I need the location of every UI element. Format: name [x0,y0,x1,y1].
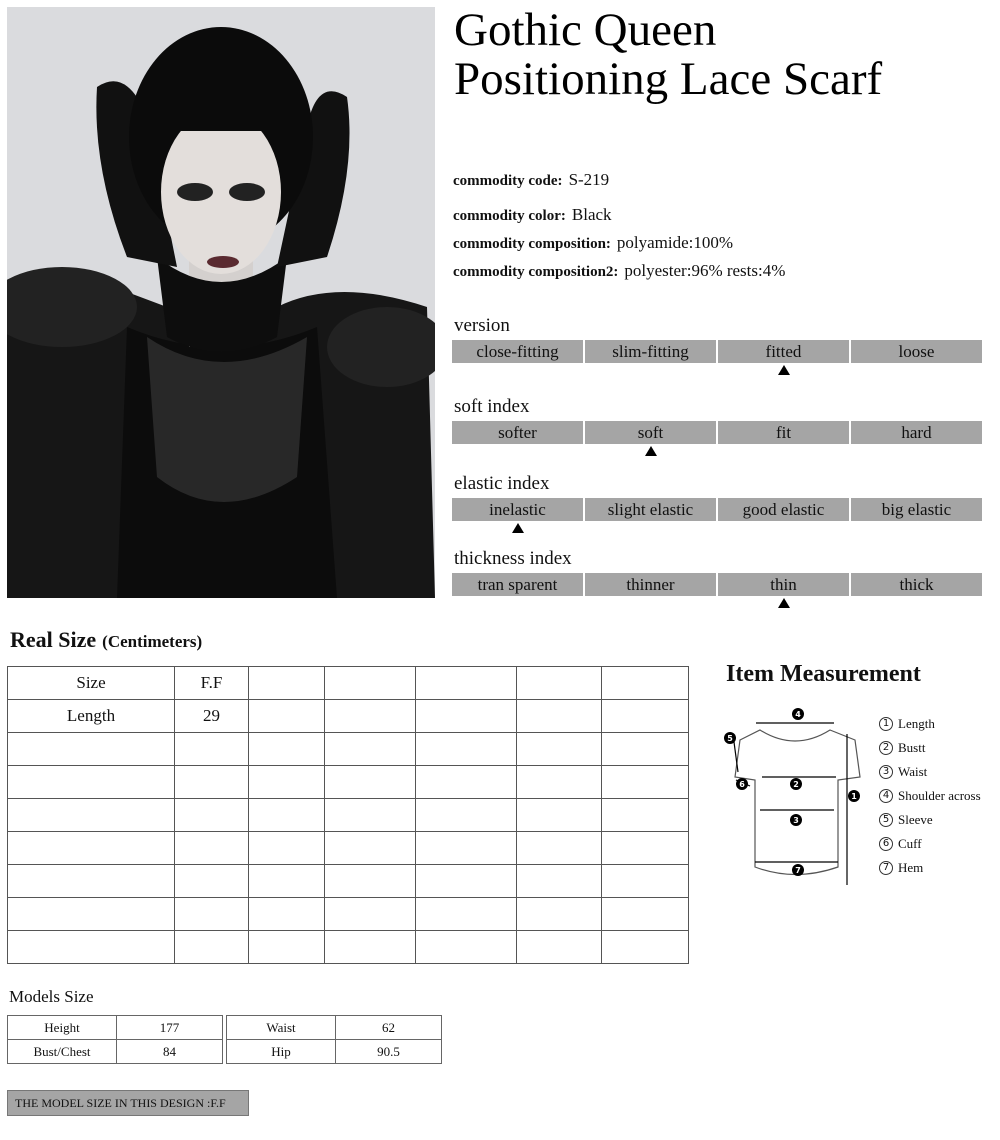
size-cell [8,865,175,898]
version-title: version [454,315,510,336]
size-cell [602,832,689,865]
elastic-option [585,498,716,521]
legend-label: Length [898,716,935,731]
elastic-option [851,498,982,521]
product-title [454,6,994,104]
commodity-color [453,205,612,225]
size-cell [517,898,602,931]
selected-marker-icon [778,598,790,608]
legend-item [879,736,981,760]
size-cell [249,898,325,931]
size-cell [175,931,249,964]
legend-number: 4 [879,789,893,803]
size-cell [517,700,602,733]
version-option [585,340,716,363]
size-cell [8,733,175,766]
size-cell [249,667,325,700]
table-row [8,1040,223,1064]
model-measure-value: 177 [117,1016,223,1040]
diagram-num-4: 4 [795,710,801,719]
option-label: thin [770,575,797,594]
real-size-heading [10,627,202,653]
size-cell [249,766,325,799]
option-label: good elastic [742,500,825,519]
size-cell [8,931,175,964]
option-label: inelastic [489,500,546,519]
info-label: commodity color: [453,208,566,224]
table-row [8,700,689,733]
size-cell [416,799,517,832]
option-label: big elastic [881,500,952,519]
soft-option [718,421,849,444]
model-measure-label: Height [8,1016,117,1040]
model-measure-value: 62 [336,1016,442,1040]
real-size-unit: (Centimeters) [102,632,203,651]
table-row [8,667,689,700]
legend-item [879,784,981,808]
real-size-table [7,666,689,964]
size-cell [325,700,416,733]
product-photo [7,7,435,598]
commodity-composition2 [453,261,785,281]
legend-label: Hem [898,860,924,875]
size-cell: Length [8,700,175,733]
size-cell [325,898,416,931]
version-option [718,340,849,363]
version-option [452,340,583,363]
size-cell [249,733,325,766]
selected-marker-icon [645,446,657,456]
legend-label: Shoulder across [898,788,981,803]
elastic-index-scale [452,498,984,521]
size-cell [517,931,602,964]
size-cell [325,733,416,766]
table-row [227,1016,442,1040]
size-cell [602,931,689,964]
option-label: thick [899,575,934,594]
commodity-composition [453,233,733,253]
selected-marker-icon [778,365,790,375]
size-cell: F.F [175,667,249,700]
size-cell [416,832,517,865]
size-cell [175,898,249,931]
option-label: thinner [626,575,675,594]
table-row [8,832,689,865]
size-cell [416,667,517,700]
soft-option [851,421,982,444]
size-cell [249,799,325,832]
table-row [8,1016,223,1040]
size-cell [517,799,602,832]
thickness-option [718,573,849,596]
diagram-num-1: 1 [851,792,857,801]
size-cell [416,700,517,733]
garment-diagram [720,702,870,892]
size-cell: Size [8,667,175,700]
size-cell [8,832,175,865]
size-cell [416,766,517,799]
size-cell [175,832,249,865]
legend-number: 1 [879,717,893,731]
legend-number: 7 [879,861,893,875]
option-label: fit [775,423,792,442]
option-label: soft [637,423,664,442]
soft-index-title: soft index [454,396,530,417]
size-cell [602,766,689,799]
legend-number: 3 [879,765,893,779]
legend-number: 6 [879,837,893,851]
thickness-option [851,573,982,596]
info-label: commodity composition2: [453,264,619,280]
table-row [8,799,689,832]
size-cell [175,865,249,898]
size-cell [416,898,517,931]
size-cell [602,865,689,898]
info-label: commodity code: [453,173,563,189]
size-cell [602,733,689,766]
size-cell: 29 [175,700,249,733]
info-value: polyamide:100% [616,233,734,252]
size-cell [249,832,325,865]
option-label: close-fitting [476,342,559,361]
version-scale [452,340,984,363]
model-measure-label: Hip [227,1040,336,1064]
option-label: tran sparent [477,575,558,594]
size-cell [517,667,602,700]
table-row [227,1040,442,1064]
table-row [8,931,689,964]
models-size-table-right [226,1015,442,1064]
real-size-title: Real Size [10,627,97,652]
legend-label: Cuff [898,836,922,851]
elastic-option [718,498,849,521]
measurement-legend [879,712,981,880]
selected-marker-icon [512,523,524,533]
version-option [851,340,982,363]
option-label: slim-fitting [612,342,689,361]
size-cell [249,931,325,964]
option-label: softer [498,423,537,442]
size-cell [8,898,175,931]
model-measure-label: Waist [227,1016,336,1040]
size-cell [175,799,249,832]
size-cell [416,865,517,898]
size-cell [175,766,249,799]
size-cell [517,865,602,898]
size-cell [325,799,416,832]
model-measure-label: Bust/Chest [8,1040,117,1064]
title-line-1: Gothic Queen [454,4,717,56]
legend-label: Waist [898,764,928,779]
legend-number: 2 [879,741,893,755]
thickness-index-scale [452,573,984,596]
size-cell [517,733,602,766]
size-cell [175,733,249,766]
diagram-num-3: 3 [793,816,799,825]
legend-number: 5 [879,813,893,827]
table-row [8,898,689,931]
size-cell [602,700,689,733]
option-label: loose [898,342,935,361]
size-cell [325,766,416,799]
thickness-option [585,573,716,596]
info-value: polyester:96% rests:4% [624,261,786,280]
size-cell [416,733,517,766]
thickness-option [452,573,583,596]
soft-option [452,421,583,444]
table-row [8,766,689,799]
info-value: Black [571,205,612,224]
item-measurement-title: Item Measurement [726,661,921,687]
diagram-num-5: 5 [727,734,733,743]
legend-item [879,856,981,880]
size-cell [325,865,416,898]
table-row [8,733,689,766]
legend-label: Bustt [898,740,926,755]
elastic-option [452,498,583,521]
model-illustration [7,7,435,598]
option-label: slight elastic [607,500,694,519]
soft-index-scale [452,421,984,444]
size-cell [8,766,175,799]
info-label: commodity composition: [453,236,611,252]
size-cell [517,766,602,799]
model-measure-value: 90.5 [336,1040,442,1064]
thickness-index-title: thickness index [454,548,572,569]
size-cell [602,799,689,832]
size-cell [249,865,325,898]
option-label: hard [901,423,932,442]
size-cell [8,799,175,832]
option-label: fitted [765,342,802,361]
diagram-num-7: 7 [795,866,801,875]
legend-item [879,832,981,856]
model-design-size-note: THE MODEL SIZE IN THIS DESIGN :F.F [7,1090,249,1116]
diagram-num-2: 2 [793,780,799,789]
legend-item [879,808,981,832]
table-row [8,865,689,898]
size-cell [602,667,689,700]
size-cell [249,700,325,733]
elastic-index-title: elastic index [454,473,550,494]
models-size-table-left [7,1015,223,1064]
size-cell [325,832,416,865]
size-cell [325,667,416,700]
size-cell [416,931,517,964]
info-value: S-219 [568,170,610,189]
model-measure-value: 84 [117,1040,223,1064]
title-line-2: Positioning Lace Scarf [454,53,883,105]
soft-option [585,421,716,444]
legend-item [879,712,981,736]
size-cell [325,931,416,964]
legend-item [879,760,981,784]
legend-label: Sleeve [898,812,933,827]
size-cell [517,832,602,865]
size-cell [602,898,689,931]
diagram-num-6: 6 [739,780,745,789]
models-size-title: Models Size [9,987,94,1006]
commodity-code [453,170,609,190]
